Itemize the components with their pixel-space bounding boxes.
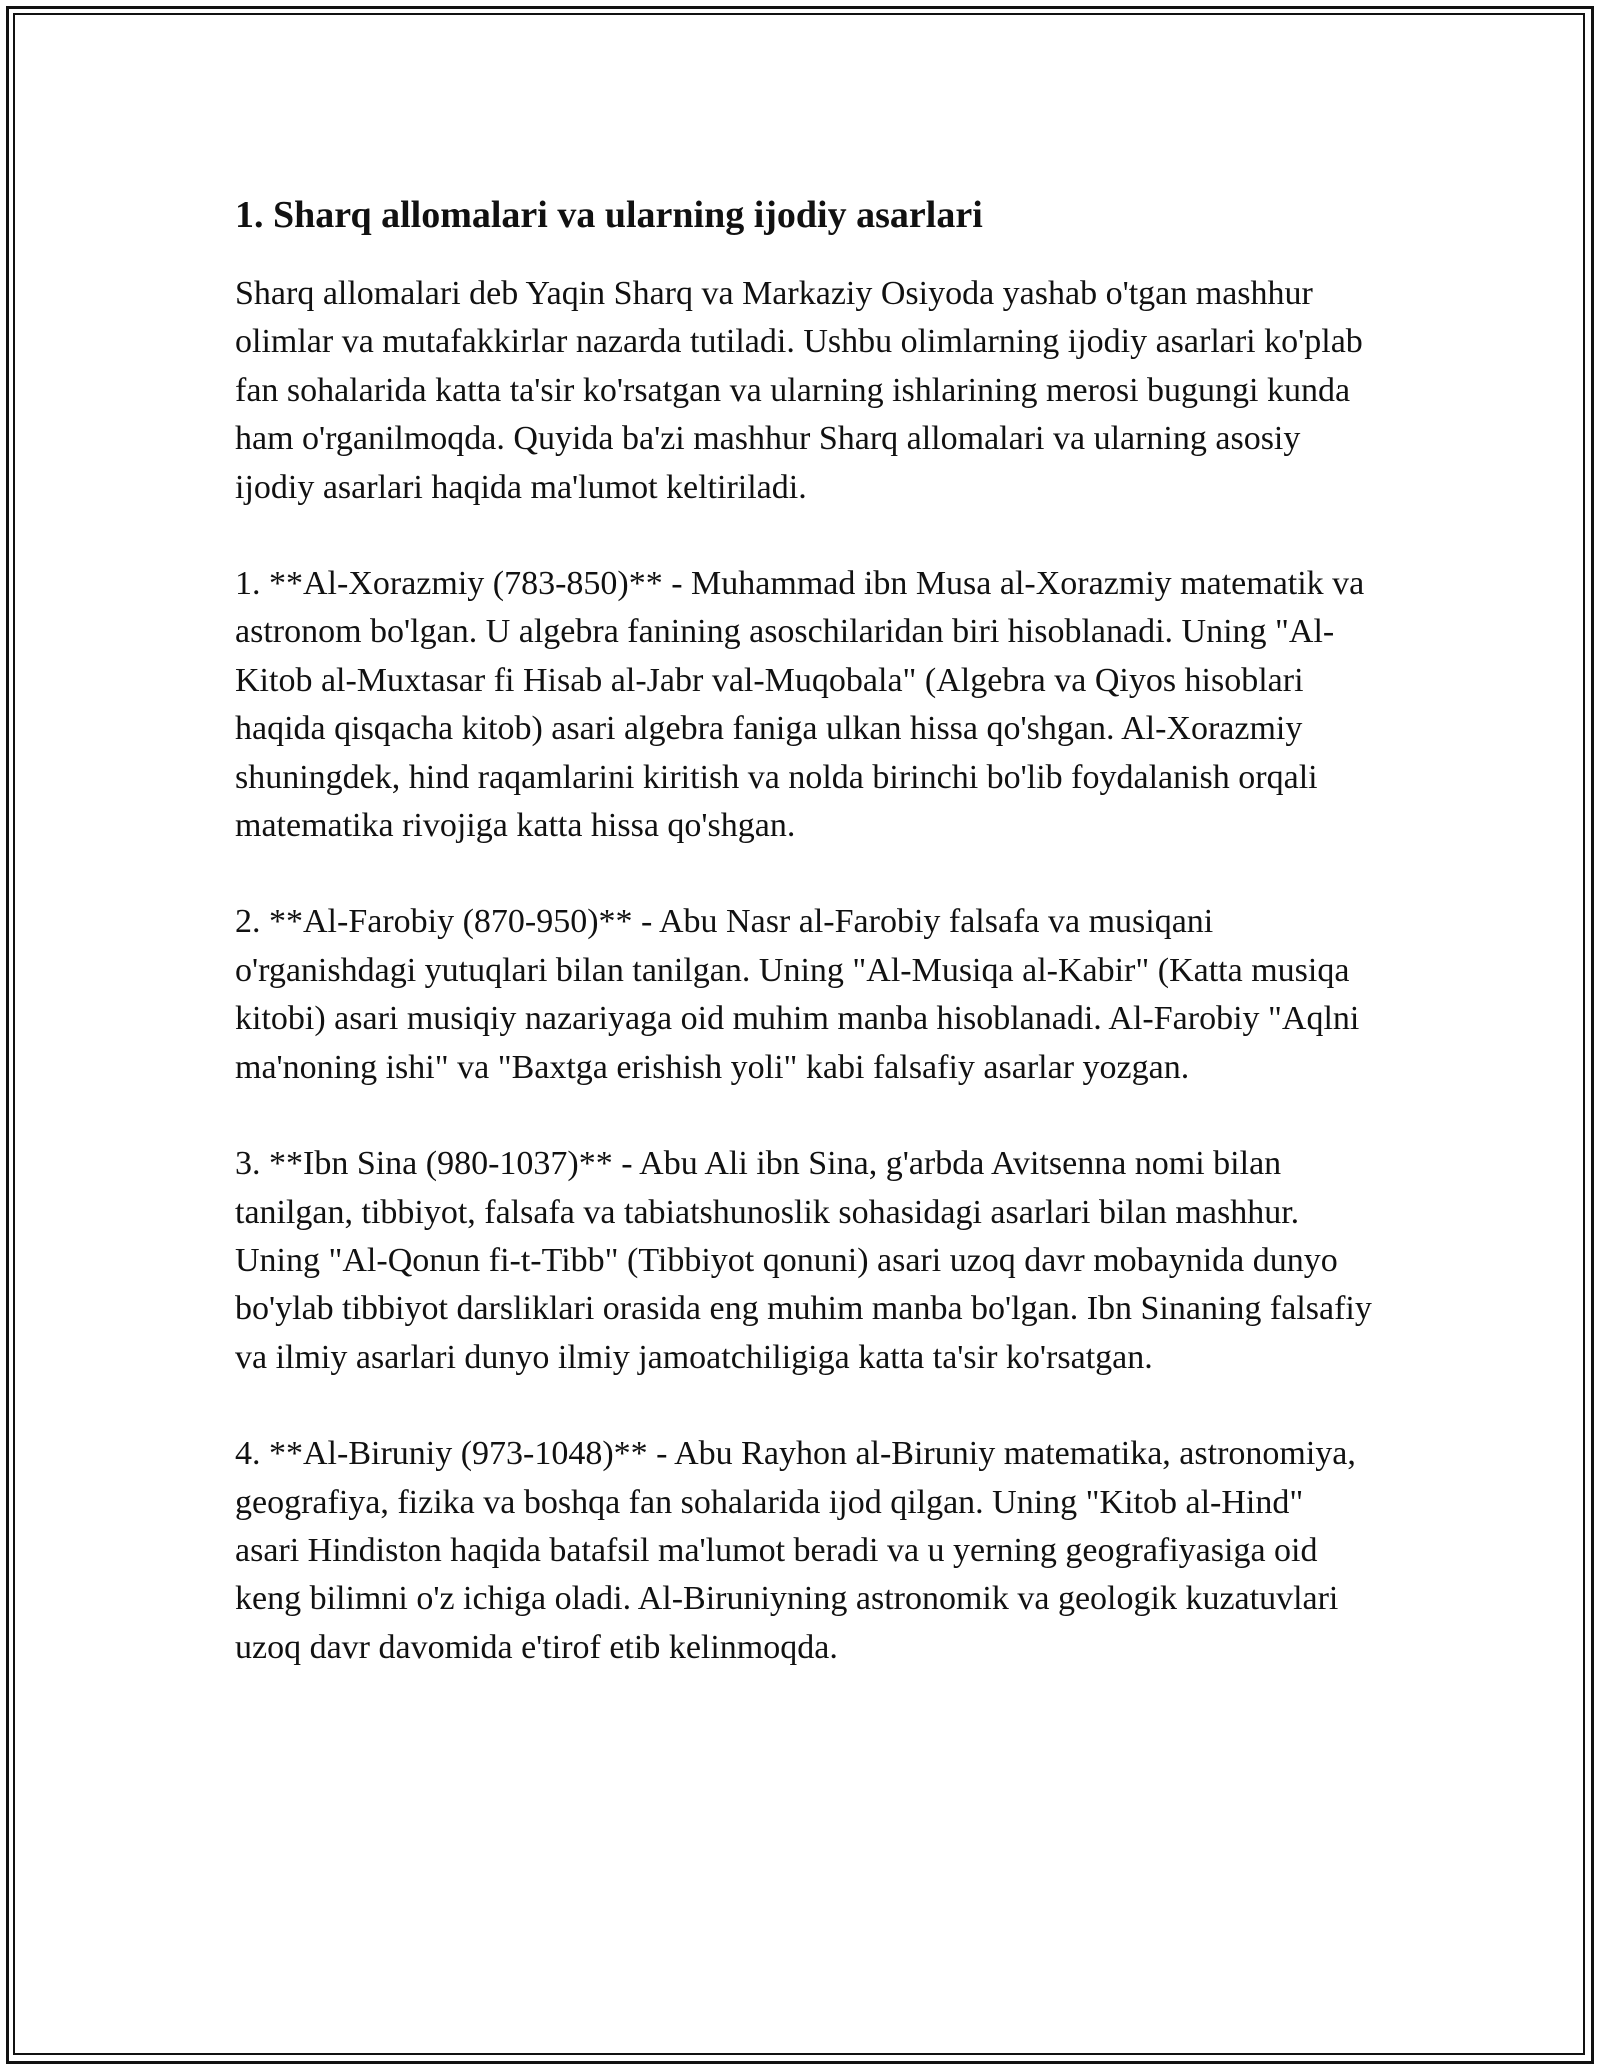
document-body (235, 188, 1375, 1720)
paragraph-al-farobiy: 2. **Al-Farobiy (870-950)** - Abu Nasr al-Farobiy falsafa va musiqani o'rganishdagi yutuqlari bilan tanilgan. Uning "Al-Musiqa al-Kabir" (Katta musiqa kitobi) asari musiqiy nazariyaga oid muhim manba hisoblanadi. Al-Farobiy "Aqlni ma'noning ishi" va "Baxtga erishish yoli" kabi falsafiy asarlar yozgan. (235, 903, 1360, 1086)
section-heading: 1. Sharq allomalari va ularning ijodiy asarlari (235, 194, 983, 236)
paragraph-al-biruniy: 4. **Al-Biruniy (973-1048)** - Abu Rayhon al-Biruniy matematika, astronomiya, geografiya, fizika va boshqa fan sohalarida ijod qilgan. Uning "Kitob al-Hind" asari Hindiston haqida batafsil ma'lumot beradi va u yerning geografiyasiga oid keng bilimni o'z ichiga oladi. Al-Biruniyning astronomik va geologik kuzatuvlari uzoq davr davomida e'tirof etib kelinmoqda. (235, 1435, 1356, 1666)
paragraph-ibn-sina: 3. **Ibn Sina (980-1037)** - Abu Ali ibn Sina, g'arbda Avitsenna nomi bilan tanilgan, tibbiyot, falsafa va tabiatshunoslik sohasidagi asarlari bilan mashhur. Uning "Al-Qonun fi-t-Tibb" (Tibbiyot qonuni) asari uzoq davr mobaynida dunyo bo'ylab tibbiyot darsliklari orasida eng muhim manba bo'lgan. Ibn Sinaning falsafiy va ilmiy asarlari dunyo ilmiy jamoatchiligiga katta ta'sir ko'rsatgan. (235, 1145, 1372, 1376)
paragraph-al-xorazmiy: 1. **Al-Xorazmiy (783-850)** - Muhammad ibn Musa al-Xorazmiy matematik va astronom bo'lgan. U algebra fanining asoschilaridan biri hisoblanadi. Uning "Al-Kitob al-Muxtasar fi Hisab al-Jabr val-Muqobala" (Algebra va Qiyos hisoblari haqida qisqacha kitob) asari algebra faniga ulkan hissa qo'shgan. Al-Xorazmiy shuningdek, hind raqamlarini kiritish va nolda birinchi bo'lib foydalanish orqali matematika rivojiga katta hissa qo'shgan. (235, 565, 1365, 845)
intro-paragraph: Sharq allomalari deb Yaqin Sharq va Markaziy Osiyoda yashab o'tgan mashhur olimlar va mutafakkirlar nazarda tutiladi. Ushbu olimlarning ijodiy asarlari ko'plab fan sohalarida katta ta'sir ko'rsatgan va ularning ishlarining merosi bugungi kunda ham o'rganilmoqda. Quyida ba'zi mashhur Sharq allomalari va ularning asosiy ijodiy asarlari haqida ma'lumot keltiriladi. (235, 275, 1363, 506)
